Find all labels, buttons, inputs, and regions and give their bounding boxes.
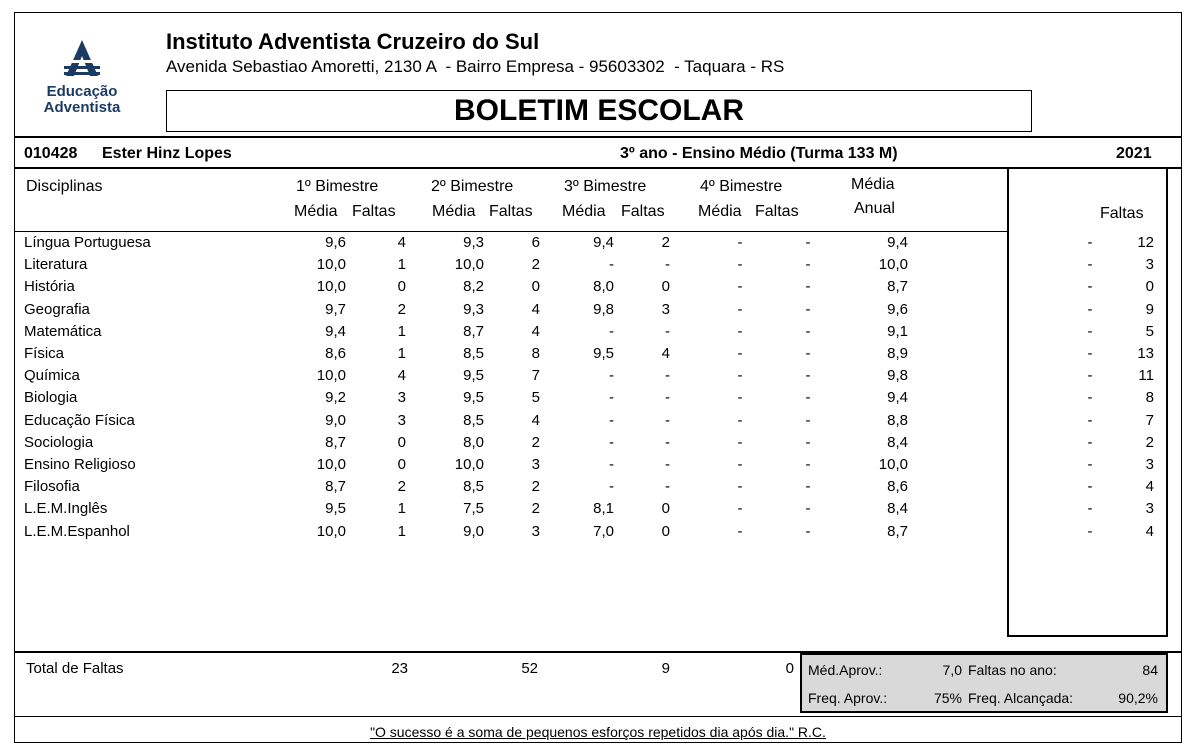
discipline-name: Sociologia	[24, 433, 94, 451]
header-bimestre-4: 4º Bimestre	[700, 178, 783, 195]
header-faltas-total: Faltas	[1100, 205, 1144, 222]
grade-cell-b4m: -	[737, 234, 743, 251]
grade-cell-faltas: 12	[1137, 234, 1154, 251]
grade-cell-anual: 9,8	[887, 367, 908, 385]
grade-cell-faltas: 13	[1137, 345, 1154, 362]
grade-cell-b1f: 1	[397, 522, 406, 540]
grade-cell-b3m: -	[609, 456, 614, 473]
grade-cell-b3m: 9,4	[593, 234, 614, 251]
discipline-name: Matemática	[24, 322, 102, 340]
grade-cell-b2f: 3	[531, 522, 540, 540]
grade-cell-b4f: -	[805, 433, 811, 451]
grade-cell-b3m: -	[609, 256, 614, 274]
grade-cell-b2m: 7,5	[463, 500, 484, 518]
grade-cell-b4m: -	[737, 478, 743, 496]
grade-cell-b4f: -	[805, 345, 811, 362]
grade-cell-faltas: 7	[1145, 411, 1154, 429]
grade-cell-dash: -	[1087, 322, 1093, 340]
grade-cell-b2f: 5	[531, 389, 540, 407]
grade-cell-b2f: 0	[531, 278, 540, 296]
grade-cell-b3m: -	[609, 389, 614, 407]
discipline-name: História	[24, 278, 75, 296]
discipline-name: Biologia	[24, 389, 78, 407]
grade-cell-b4f: -	[805, 411, 811, 429]
grade-cell-b1f: 4	[397, 367, 406, 385]
grade-cell-b3m: -	[609, 411, 614, 429]
grade-cell-b2m: 8,0	[463, 433, 484, 451]
header-faltas-b3: Faltas	[621, 203, 665, 220]
institution-address: Avenida Sebastiao Amoretti, 2130 A - Bairro Empresa - 95603302 - Taquara - RS	[166, 57, 785, 76]
grade-cell-anual: 8,4	[887, 433, 908, 451]
grade-cell-b4m: -	[737, 345, 743, 362]
grade-cell-b2f: 7	[531, 367, 540, 385]
grade-cell-anual: 8,4	[887, 500, 908, 518]
grade-cell-b4f: -	[805, 500, 811, 518]
grade-cell-faltas: 4	[1145, 522, 1154, 540]
grade-cell-dash: -	[1087, 278, 1093, 296]
grade-cell-b1f: 0	[397, 433, 406, 451]
grade-cell-dash: -	[1087, 500, 1093, 518]
header-faltas-b4: Faltas	[755, 203, 799, 220]
grade-cell-b2f: 2	[531, 500, 540, 518]
grade-cell-b2f: 3	[531, 456, 540, 473]
grade-cell-anual: 8,9	[887, 345, 908, 362]
student-id: 010428	[24, 145, 78, 162]
faltas-ano-value: 84	[1142, 662, 1158, 678]
grade-cell-b1m: 10,0	[316, 256, 346, 274]
grade-cell-b3m: 8,0	[593, 278, 614, 296]
header-media-b2: Média	[432, 203, 476, 220]
footer-divider	[14, 716, 1182, 717]
grade-cell-b1m: 9,6	[325, 234, 346, 251]
grade-cell-faltas: 4	[1145, 478, 1154, 496]
grade-cell-b1m: 8,6	[325, 345, 346, 362]
grade-cell-b2m: 9,3	[463, 234, 484, 251]
grade-cell-b1m: 9,2	[325, 389, 346, 407]
grade-cell-dash: -	[1087, 345, 1093, 362]
grade-cell-b2m: 10,0	[454, 256, 484, 274]
grade-cell-b3f: -	[665, 411, 670, 429]
grade-cell-b4f: -	[805, 322, 811, 340]
grade-cell-dash: -	[1087, 234, 1093, 251]
grade-cell-b2m: 9,3	[463, 300, 484, 318]
discipline-name: Filosofia	[24, 478, 80, 496]
grade-cell-b1m: 9,5	[325, 500, 346, 518]
grade-cell-anual: 8,6	[887, 478, 908, 496]
grade-cell-b2m: 8,5	[463, 345, 484, 362]
freq-aprov-value: 75%	[933, 690, 962, 706]
grade-cell-b1f: 0	[397, 278, 406, 296]
grade-cell-b2m: 9,5	[463, 389, 484, 407]
grade-cell-b4m: -	[737, 278, 743, 296]
grade-cell-b3f: 0	[661, 500, 670, 518]
discipline-name: Ensino Religioso	[24, 456, 136, 473]
grade-cell-b2m: 9,0	[463, 522, 484, 540]
grade-cell-dash: -	[1087, 256, 1093, 274]
grade-cell-b1m: 8,7	[325, 433, 346, 451]
grade-cell-b3f: -	[665, 456, 670, 473]
grade-cell-b4m: -	[737, 300, 743, 318]
grade-cell-b1f: 1	[397, 345, 406, 362]
med-aprov-label: Méd.Aprov.:	[808, 662, 883, 678]
discipline-name: L.E.M.Espanhol	[24, 522, 130, 540]
grade-cell-b1m: 9,0	[325, 411, 346, 429]
grade-cell-b2f: 4	[531, 300, 540, 318]
grade-cell-b4f: -	[805, 300, 811, 318]
grade-cell-b1f: 2	[397, 478, 406, 496]
grade-cell-b3f: -	[665, 367, 670, 385]
grade-cell-b1f: 3	[397, 411, 406, 429]
total-faltas-label: Total de Faltas	[26, 660, 124, 677]
student-name: Ester Hinz Lopes	[102, 145, 232, 162]
discipline-name: Literatura	[24, 256, 88, 274]
school-year: 2021	[1116, 145, 1152, 162]
grade-cell-b2f: 6	[531, 234, 540, 251]
grade-cell-b1f: 1	[397, 500, 406, 518]
grade-cell-b2f: 8	[531, 345, 540, 362]
header-media-b4: Média	[698, 203, 742, 220]
grade-cell-b1f: 2	[397, 300, 406, 318]
grade-cell-b3f: 3	[661, 300, 670, 318]
footer-quote: "O sucesso é a soma de pequenos esforços repetidos dia após dia." R.C.	[370, 724, 826, 740]
grade-cell-faltas: 8	[1145, 389, 1154, 407]
grade-cell-b3f: 4	[661, 345, 670, 362]
grade-cell-b2f: 4	[531, 322, 540, 340]
grade-cell-b4f: -	[805, 478, 811, 496]
freq-alc-value: 90,2%	[1118, 690, 1158, 706]
grade-cell-b3f: -	[665, 433, 670, 451]
grade-cell-b2m: 8,5	[463, 411, 484, 429]
freq-aprov-label: Freq. Aprov.:	[808, 690, 888, 706]
grade-cell-faltas: 11	[1138, 367, 1154, 385]
grade-cell-b3m: 9,5	[593, 345, 614, 362]
discipline-name: Educação Física	[24, 411, 135, 429]
grade-cell-faltas: 3	[1145, 256, 1154, 274]
discipline-name: Língua Portuguesa	[24, 234, 151, 251]
discipline-name: Geografia	[24, 300, 90, 318]
logo-line-2: Adventista	[43, 99, 121, 116]
grade-cell-faltas: 2	[1145, 433, 1154, 451]
grade-cell-b3m: -	[609, 478, 614, 496]
student-class: 3º ano - Ensino Médio (Turma 133 M)	[620, 145, 898, 162]
total-faltas-b3: 9	[661, 660, 670, 677]
grade-cell-dash: -	[1087, 411, 1093, 429]
grade-cell-b3m: 9,8	[593, 300, 614, 318]
grade-cell-b1f: 1	[397, 256, 406, 274]
grade-cell-b4m: -	[737, 389, 743, 407]
header-faltas-b1: Faltas	[352, 203, 396, 220]
header-faltas-b2: Faltas	[489, 203, 533, 220]
grade-cell-b4f: -	[805, 234, 811, 251]
grade-cell-b4m: -	[737, 433, 743, 451]
grade-cell-b4f: -	[805, 367, 811, 385]
grade-cell-b1m: 9,4	[325, 322, 346, 340]
grade-cell-b3f: -	[665, 322, 670, 340]
grade-cell-b4m: -	[737, 256, 743, 274]
grade-cell-dash: -	[1087, 522, 1093, 540]
grade-cell-anual: 9,6	[887, 300, 908, 318]
grade-cell-b2m: 10,0	[454, 456, 484, 473]
logo	[22, 36, 142, 120]
header-media-anual-2: Anual	[854, 200, 895, 217]
adventist-logo-icon	[22, 36, 142, 84]
grade-cell-b1f: 4	[397, 234, 406, 251]
grade-cell-anual: 9,4	[887, 389, 908, 407]
grade-cell-anual: 8,8	[887, 411, 908, 429]
grade-cell-b4m: -	[737, 322, 743, 340]
grade-cell-b3m: 7,0	[593, 522, 614, 540]
grade-cell-b3f: 0	[661, 278, 670, 296]
grade-cell-anual: 10,0	[878, 256, 908, 274]
grade-cell-anual: 8,7	[887, 278, 908, 296]
grade-cell-dash: -	[1087, 300, 1093, 318]
grade-cell-b2f: 2	[531, 433, 540, 451]
discipline-name: L.E.M.Inglês	[24, 500, 108, 518]
grade-cell-b3f: -	[665, 256, 670, 274]
grade-cell-b1m: 10,0	[316, 522, 346, 540]
grade-cell-b2m: 8,7	[463, 322, 484, 340]
grade-cell-dash: -	[1087, 456, 1093, 473]
grade-cell-b4f: -	[805, 389, 811, 407]
header-media-anual-1: Média	[851, 176, 895, 193]
grade-cell-b1f: 1	[397, 322, 406, 340]
grade-cell-b4f: -	[805, 522, 811, 540]
grade-cell-b2m: 8,2	[463, 278, 484, 296]
grade-cell-anual: 9,4	[887, 234, 908, 251]
header-bimestre-1: 1º Bimestre	[296, 178, 379, 195]
header-bimestre-3: 3º Bimestre	[564, 178, 647, 195]
grade-cell-b1f: 0	[397, 456, 406, 473]
grade-cell-b1m: 10,0	[316, 367, 346, 385]
med-aprov-value: 7,0	[942, 662, 962, 678]
grade-cell-b4f: -	[805, 456, 811, 473]
grade-cell-b1f: 3	[397, 389, 406, 407]
grade-cell-b3f: -	[665, 389, 670, 407]
grade-cell-faltas: 3	[1145, 500, 1154, 518]
logo-line-1: Educação	[46, 83, 118, 100]
grade-cell-b4m: -	[737, 500, 743, 518]
faltas-ano-label: Faltas no ano:	[968, 662, 1057, 678]
grade-cell-anual: 10,0	[878, 456, 908, 473]
grade-cell-faltas: 9	[1145, 300, 1154, 318]
header-divider	[14, 136, 1182, 138]
total-faltas-b2: 52	[521, 660, 538, 677]
grade-cell-b2m: 8,5	[463, 478, 484, 496]
grade-cell-faltas: 5	[1145, 322, 1154, 340]
grade-cell-faltas: 0	[1145, 278, 1154, 296]
header-bimestre-2: 2º Bimestre	[431, 178, 514, 195]
header-media-b3: Média	[562, 203, 606, 220]
grade-cell-b4m: -	[737, 411, 743, 429]
header-row-divider	[14, 231, 1008, 232]
grade-cell-dash: -	[1087, 389, 1093, 407]
grade-cell-b4m: -	[737, 456, 743, 473]
grade-cell-b2f: 2	[531, 478, 540, 496]
grade-cell-dash: -	[1087, 367, 1093, 385]
grade-cell-b2m: 9,5	[463, 367, 484, 385]
grade-cell-b2f: 2	[531, 256, 540, 274]
grade-cell-b3m: -	[609, 322, 614, 340]
grade-cell-b4m: -	[737, 367, 743, 385]
grade-cell-dash: -	[1087, 433, 1093, 451]
grade-cell-b1m: 8,7	[325, 478, 346, 496]
institution-name: Instituto Adventista Cruzeiro do Sul	[166, 29, 540, 54]
grade-cell-b4m: -	[737, 522, 743, 540]
total-faltas-b1: 23	[391, 660, 408, 677]
discipline-name: Química	[24, 367, 80, 385]
total-faltas-b4: 0	[785, 660, 794, 677]
grade-cell-b3f: 2	[661, 234, 670, 251]
grade-cell-b3m: 8,1	[593, 500, 614, 518]
document-title: BOLETIM ESCOLAR	[166, 90, 1032, 132]
grade-cell-anual: 8,7	[887, 522, 908, 540]
grade-cell-anual: 9,1	[887, 322, 908, 340]
header-media-b1: Média	[294, 203, 338, 220]
grade-cell-b4f: -	[805, 256, 811, 274]
grade-cell-b1m: 10,0	[316, 456, 346, 473]
grade-cell-b1m: 10,0	[316, 278, 346, 296]
grade-cell-b4f: -	[805, 278, 811, 296]
header-disciplinas: Disciplinas	[26, 178, 103, 195]
summary-box	[800, 653, 1168, 713]
grade-cell-b3m: -	[609, 367, 614, 385]
grade-cell-b3m: -	[609, 433, 614, 451]
grade-cell-dash: -	[1087, 478, 1093, 496]
grade-cell-b3f: -	[665, 478, 670, 496]
freq-alc-label: Freq. Alcançada:	[968, 690, 1074, 706]
grade-cell-b3f: 0	[661, 522, 670, 540]
grade-cell-b2f: 4	[531, 411, 540, 429]
discipline-name: Física	[24, 345, 65, 362]
grade-cell-faltas: 3	[1145, 456, 1154, 473]
grade-cell-b1m: 9,7	[325, 300, 346, 318]
